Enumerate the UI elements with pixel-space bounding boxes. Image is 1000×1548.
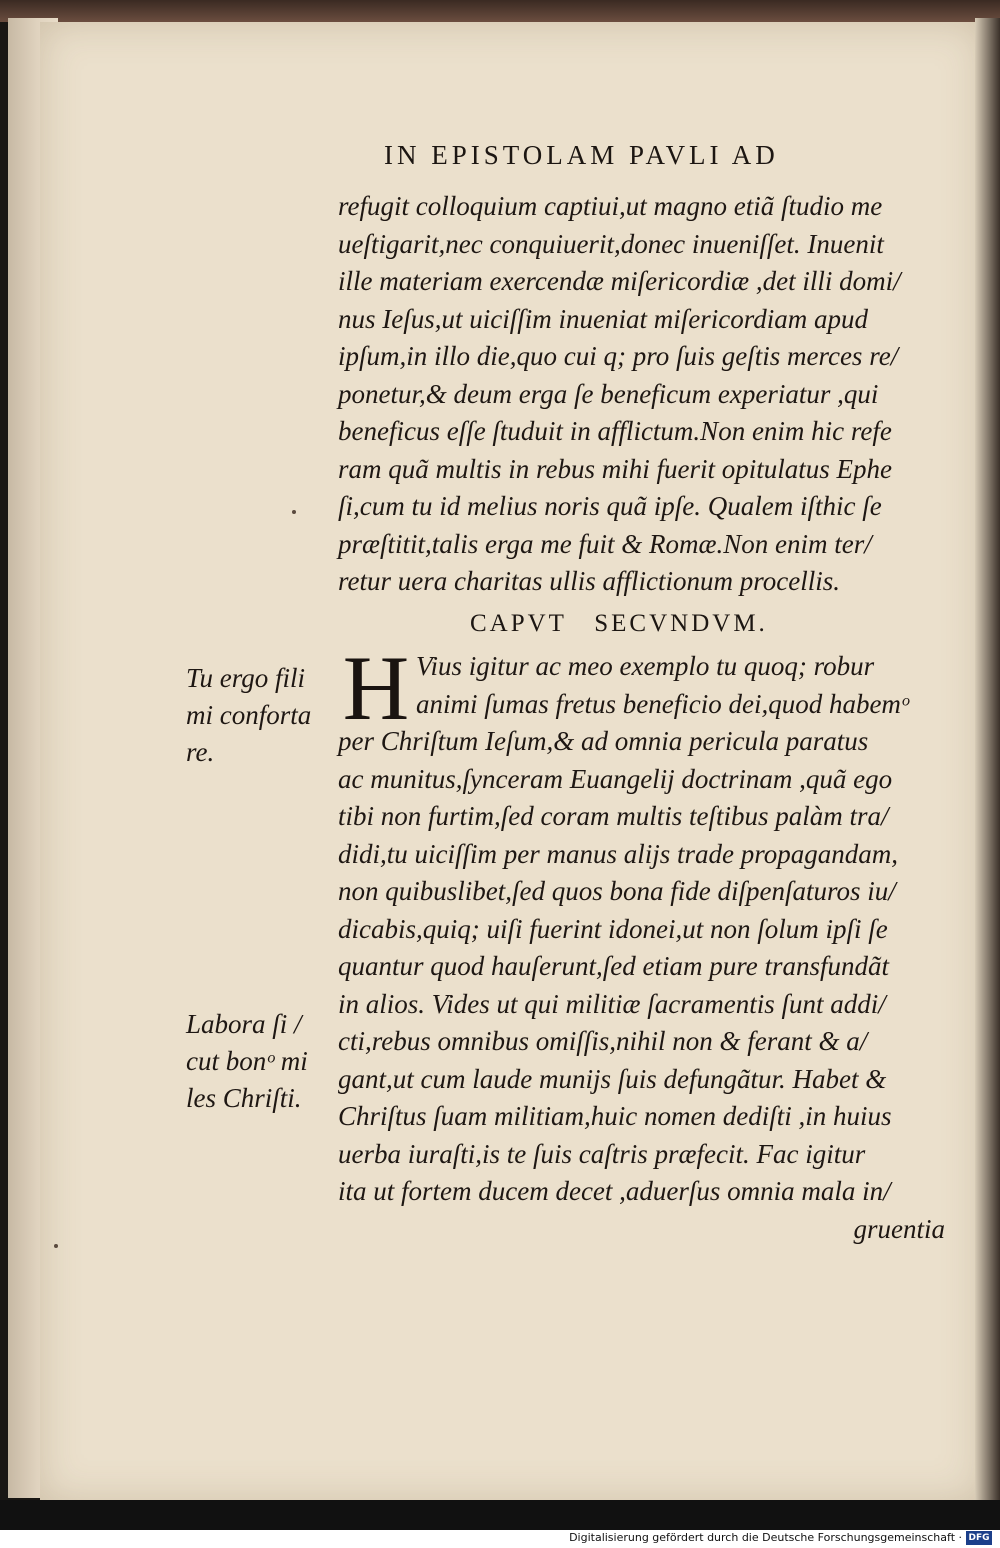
running-header: IN EPISTOLAM PAVLI AD [384, 140, 779, 170]
catchword: gruentia [853, 1213, 945, 1244]
chapter-heading: CAPVT SECVNDVM. [470, 610, 768, 637]
text-line: per Chriſtum Ieſum,& ad omnia pericula paratus [338, 726, 869, 756]
text-line: dicabis,quiq; uiſi fuerint idonei,ut non ſolum ipſi ſe [338, 913, 888, 944]
margin-note-line: cut bonᵒ mi [186, 1046, 308, 1076]
text-line: Chriſtus ſuam militiam,huic nomen dediſti ,in huius [338, 1101, 892, 1131]
text-line: ille materiam exercendæ miſericordiæ ,det illi domi/ [338, 266, 901, 296]
text-line: ponetur,& deum erga ſe beneficum experiatur ,qui [338, 378, 879, 409]
margin-note-line: Labora ſi / [186, 1009, 302, 1039]
text-line: tibi non furtim,ſed coram multis teſtibus palàm tra/ [338, 801, 889, 831]
text-line: præſtitit,talis erga me fuit & Romæ.Non enim ter/ [338, 528, 872, 559]
body-text-block [338, 188, 963, 601]
text-line: non quibuslibet,ſed quos bona fide diſpenſaturos iu/ [338, 876, 896, 906]
drop-cap: H [342, 637, 410, 739]
text-line: ipſum,in illo die,quo cui q; pro ſuis geſtis merces re/ [338, 341, 899, 371]
text-line: ram quã multis in rebus mihi fuerit opitulatus Ephe [338, 453, 893, 484]
margin-note-labora [186, 1006, 308, 1117]
margin-note-line: mi conforta [186, 700, 312, 730]
scan-top-edge [0, 0, 1000, 22]
margin-note-line: les Chriſti. [186, 1083, 302, 1113]
text-line: animi ſumas fretus beneficio dei,quod habemᵒ [416, 688, 909, 719]
text-line: nus Ieſus,ut uiciſſim inueniat miſericordiam apud [338, 303, 868, 334]
text-line: ſi,cum tu id melius noris quã ipſe. Qualem iſthic ſe [338, 491, 882, 521]
page-fore-edge [975, 18, 1000, 1508]
text-line: retur uera charitas ullis afflictionum procellis. [338, 566, 840, 596]
margin-note-line: Tu ergo fili [186, 663, 306, 693]
text-line: cti,rebus omnibus omiſſis,nihil non & ferant & a/ [338, 1026, 868, 1056]
text-line: uerba iuraſti,is te ſuis caſtris præfecit. Fac igitur [338, 1138, 866, 1169]
text-line: beneficus eſſe ſtuduit in afflictum.Non enim hic refe [338, 416, 892, 446]
text-line: ueſtigarit,nec conquiuerit,donec inueniſſet. Inuenit [338, 228, 884, 259]
margin-note-conforta [186, 660, 311, 771]
paper-speck [292, 510, 296, 514]
text-line: Vius igitur ac meo exemplo tu quoq; robur [416, 651, 875, 681]
chapter-text-block [338, 637, 963, 1248]
text-line: in alios. Vides ut qui militiæ ſacramentis ſunt addi/ [338, 988, 886, 1019]
text-line: ac munitus,ſynceram Euangelij doctrinam ,quã ego [338, 763, 893, 794]
text-line: ita ut fortem ducem decet ,aduerſus omnia mala in/ [338, 1176, 891, 1206]
text-line: quantur quod hauſerunt,ſed etiam pure transfundãt [338, 951, 889, 981]
text-line: gant,ut cum laude munijs ſuis defungãtur. Habet & [338, 1063, 887, 1094]
text-line: didi,tu uiciſſim per manus alijs trade propagandam, [338, 838, 898, 869]
scan-bottom-edge [0, 1500, 1000, 1530]
funding-credit: Digitalisierung gefördert durch die Deutsche Forschungsgemeinschaft · [569, 1531, 962, 1544]
text-line: refugit colloquium captiui,ut magno etiã ſtudio me [338, 191, 883, 221]
margin-note-line: re. [186, 737, 215, 767]
dfg-logo: DFG [966, 1531, 992, 1545]
paper-speck [54, 1244, 58, 1248]
